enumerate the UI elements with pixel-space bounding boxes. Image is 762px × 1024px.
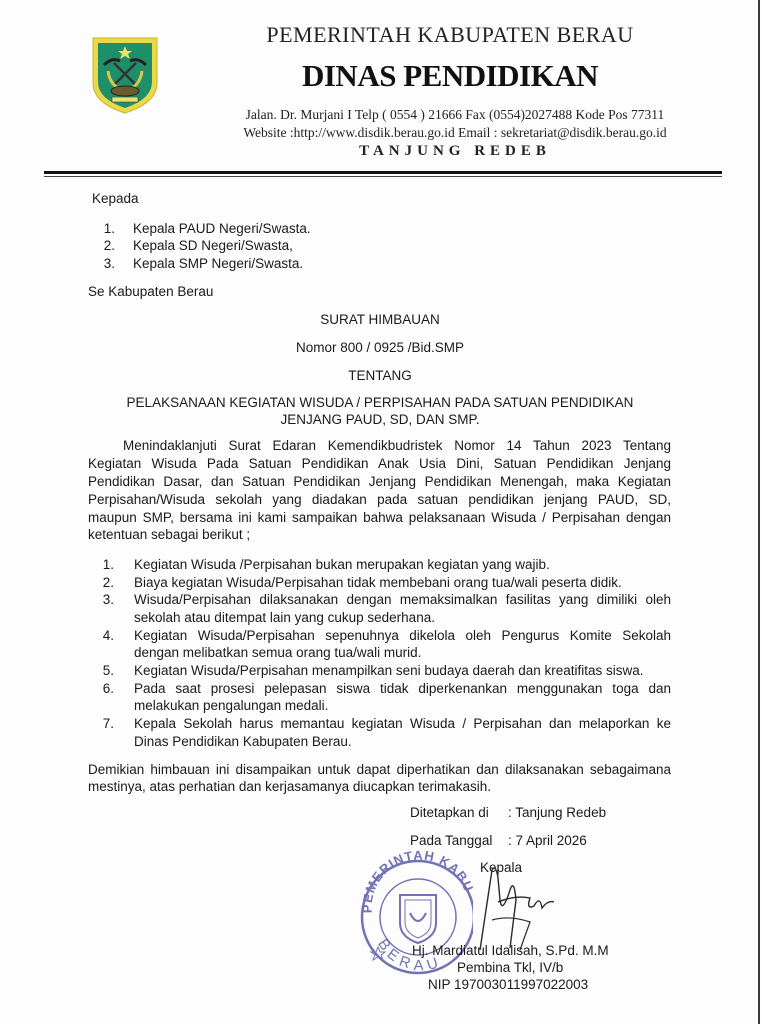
intro-line: Pendidikan Dasar, dan Satuan Pendidikan Jenjang Pendidikan Menengah, maka Kegiatan [88, 474, 671, 489]
provision-text: Kepala Sekolah harus memantau kegiatan Wisuda / Perpisahan dan melaporkan ke [134, 716, 671, 731]
stamp-text-top: PEMERINTAH KAB [359, 847, 472, 914]
place-label: Ditetapkan di [410, 805, 489, 820]
closing-line: Demikian himbauan ini disampaikan untuk dapat diperhatikan dan dilaksanakan sebagaimana [88, 762, 671, 777]
letterhead-divider-thin [44, 176, 722, 177]
provision-text: dengan melibatkan semua orang tua/wali murid. [134, 645, 422, 660]
provision-text: Kegiatan Wisuda/Perpisahan sepenuhnya dikelola oleh Pengurus Komite Sekolah [134, 628, 671, 643]
signatory-rank: Pembina Tkl, IV/b [457, 960, 564, 975]
provision-text: sekolah atau ditempat lain yang cukup sederhana. [134, 610, 435, 625]
provision-text: Dinas Pendidikan Kabupaten Berau. [134, 734, 352, 749]
signatory-nip: NIP 197003011997022003 [428, 977, 589, 992]
date-label: Pada Tanggal [410, 833, 493, 848]
provision-text: Kegiatan Wisuda /Perpisahan bukan merupakan kegiatan yang wajib. [134, 557, 550, 572]
recipient-region: Se Kabupaten Berau [88, 284, 214, 299]
intro-line: Menindaklanjuti Surat Edaran Kemendikbudristek Nomor 14 Tahun 2023 Tentang [123, 438, 671, 453]
provision-text: Wisuda/Perpisahan dilaksanakan dengan memaksimalkan fasilitas yang dimiliki oleh [134, 592, 671, 607]
provision-text: Biaya kegiatan Wisuda/Perpisahan tidak membebani orang tua/wali peserta didik. [134, 575, 622, 590]
provision-num: 1. [102, 557, 114, 572]
signatory-name: Hj. Mardiatul Idalisah, S.Pd. M.M [412, 943, 609, 958]
letterhead-agency: DINAS PENDIDIKAN [301, 58, 598, 93]
document-number: Nomor 800 / 0925 /Bid.SMP [295, 340, 465, 355]
provision-text: melakukan pengalungan medali. [134, 698, 329, 713]
letterhead-address: Jalan. Dr. Murjani I Telp ( 0554 ) 21666 Fax (0554)2027488 Kode Pos 77311 [245, 107, 665, 122]
recipient-num: 3. [103, 256, 115, 271]
intro-line: ketentuan sebagai berikut ; [88, 527, 251, 542]
recipient-num: 2. [103, 238, 115, 253]
about-label: TENTANG [348, 368, 412, 383]
page-edge [758, 0, 760, 1024]
document-type: SURAT HIMBAUAN [320, 312, 440, 327]
provision-text: Pada saat prosesi pelepasan siswa tidak diperkenankan menggunakan toga dan [134, 681, 671, 696]
berau-regency-coat-of-arms-icon [90, 35, 160, 115]
provision-text: Kegiatan Wisuda/Perpisahan menampilkan seni budaya daerah dan kreatifitas siswa. [134, 663, 644, 678]
provision-num: 3. [102, 592, 114, 607]
recipient-num: 1. [103, 221, 115, 236]
place-value: : Tanjung Redeb [508, 805, 607, 820]
provision-num: 4. [102, 628, 114, 643]
recipient-item: Kepala SD Negeri/Swasta, [133, 238, 293, 253]
provision-num: 6. [102, 681, 114, 696]
provision-num: 5. [102, 663, 114, 678]
official-stamp [358, 835, 473, 1000]
provision-num: 7. [102, 716, 114, 731]
recipient-item: Kepala SMP Negeri/Swasta. [133, 256, 304, 271]
regency-stamp-icon [358, 835, 473, 1000]
recipient-label: Kepada [92, 191, 139, 206]
intro-line: maupun SMP, bersama ini kami sampaikan bahwa pelaksanaan Wisuda / Perpisahan dengan [88, 510, 671, 525]
letterhead-divider [44, 171, 722, 174]
provision-num: 2. [102, 575, 114, 590]
letterhead-government: PEMERINTAH KABUPATEN BERAU [266, 22, 634, 47]
svg-text:PEMERINTAH KABUPATEN [358, 835, 473, 913]
recipient-item: Kepala PAUD Negeri/Swasta. [133, 221, 311, 236]
subject-line-1: PELAKSANAAN KEGIATAN WISUDA / PERPISAHAN PADA SATUAN PENDIDIKAN [126, 395, 634, 410]
intro-line: Kegiatan Wisuda Pada Satuan Pendidikan Anak Usia Dini, Satuan Pendidikan Jenjang [88, 456, 671, 471]
subject-line-2: JENJANG PAUD, SD, DAN SMP. [280, 412, 480, 427]
date-value: : 7 April 2026 [508, 833, 587, 848]
signatory-position: Kepala [480, 860, 523, 875]
intro-line: Perpisahan/Wisuda sekolah yang diadakan pada satuan pendidikan jenjang PAUD, SD, [88, 492, 671, 507]
signature-icon [470, 860, 565, 955]
letterhead-city: TANJUNG REDEB [359, 143, 551, 159]
handwritten-signature [470, 860, 565, 955]
closing-line: mestinya, atas perhatian dan kerjasamanya diucapkan terimakasih. [88, 779, 491, 794]
stamp-text-bottom: BERAU [374, 935, 446, 975]
letterhead-contact: Website :http://www.disdik.berau.go.id Email : sekretariat@disdik.berau.go.id [243, 125, 667, 140]
coat-of-arms-logo [90, 35, 160, 115]
